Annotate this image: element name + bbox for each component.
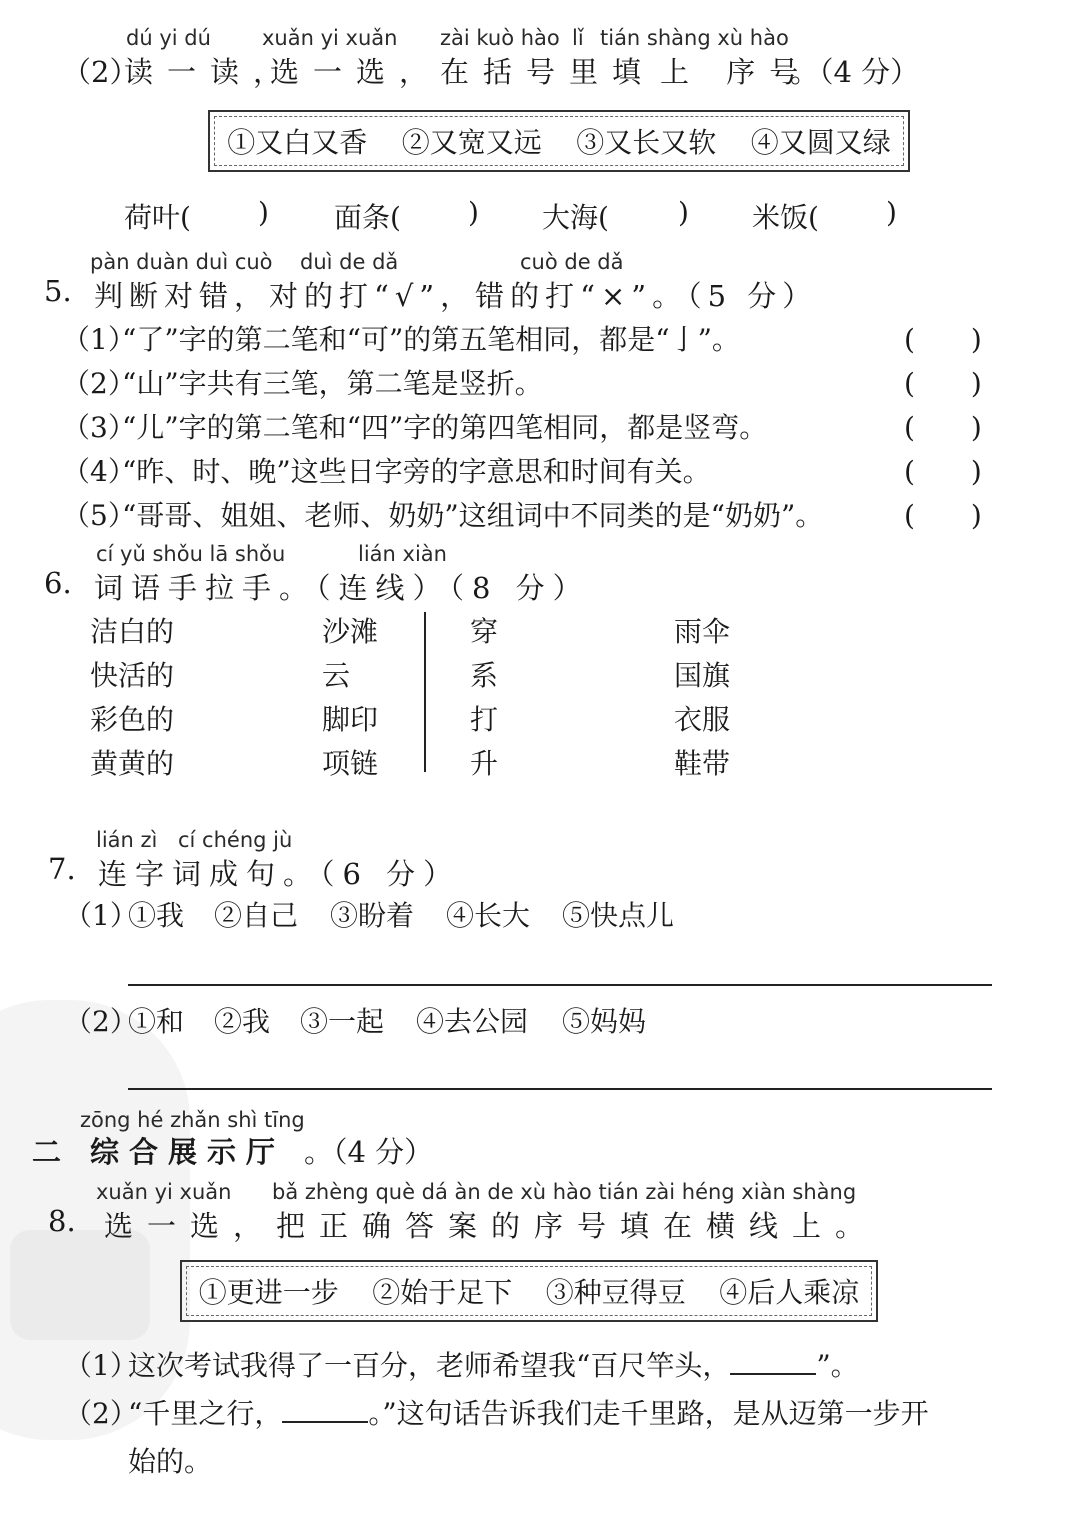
fill-paren-close: )	[886, 196, 897, 229]
answer-paren: ( )	[904, 455, 982, 488]
pinyin: lián zì	[96, 828, 158, 852]
pinyin: bǎ zhèng què dá àn de xù hào tián zài héng xiàn shàng	[272, 1180, 857, 1204]
pinyin: pàn duàn duì cuò	[90, 250, 273, 274]
question-title: 上 序号	[660, 55, 813, 89]
question-title: 词语手拉手。（连线）（8 分）	[94, 571, 590, 605]
pinyin: zōng hé zhǎn shì tīng	[80, 1108, 305, 1132]
word-card: ②我	[214, 1005, 271, 1038]
match-word: 雨伞	[674, 615, 731, 648]
pinyin: xuǎn yi xuǎn	[96, 1180, 232, 1204]
pinyin: dú yi dú	[126, 26, 211, 50]
match-word: 升	[470, 747, 499, 780]
question-number: （2）	[62, 55, 139, 89]
question-title: 在括号里填	[440, 55, 656, 89]
question-number: 8.	[48, 1204, 76, 1238]
statement-number: （2）	[62, 367, 136, 400]
match-word: 黄黄的	[90, 747, 175, 780]
match-word: 项链	[322, 747, 379, 780]
match-word: 衣服	[674, 703, 731, 736]
pinyin: cí chéng jù	[178, 828, 293, 852]
answer-paren: ( )	[904, 323, 982, 356]
item-number: （2）	[64, 1397, 138, 1430]
sentence-text: 这次考试我得了一百分，老师希望我“百尺竿头，	[128, 1349, 731, 1382]
sentence-text: “千里之行，	[128, 1397, 283, 1430]
statement-number: （4）	[62, 455, 136, 488]
option: ①更进一步	[198, 1276, 339, 1309]
option: ④又圆又绿	[750, 126, 891, 159]
match-word: 鞋带	[674, 747, 731, 780]
question-title: 选一选，	[270, 55, 443, 89]
fill-item: 荷叶(	[124, 201, 191, 234]
answer-paren: ( )	[904, 499, 982, 532]
statement-text: “昨、时、晚”这些日字旁的字意思和时间有关。	[122, 455, 711, 488]
fill-paren-close: )	[678, 196, 689, 229]
statement-text: “了”字的第二笔和“可”的第五笔相同，都是“亅”。	[122, 323, 740, 356]
option: ④后人乘凉	[719, 1276, 860, 1309]
option: ①又白又香	[227, 126, 368, 159]
word-card: ①和	[128, 1005, 185, 1038]
fill-item: 大海(	[542, 201, 609, 234]
fill-item: 米饭(	[752, 201, 819, 234]
option: ③又长又软	[576, 126, 717, 159]
word-card: ①我	[128, 899, 185, 932]
pinyin: duì de dǎ	[300, 250, 399, 274]
question-number: 6.	[44, 566, 72, 600]
option: ③种豆得豆	[545, 1276, 686, 1309]
match-word: 沙滩	[322, 615, 379, 648]
match-word: 国旗	[674, 659, 731, 692]
match-word: 云	[322, 659, 351, 692]
sentence-text: ”。	[816, 1349, 859, 1382]
statement-number: （5）	[62, 499, 136, 532]
options-box	[180, 1260, 878, 1322]
item-number: （2）	[64, 1005, 138, 1038]
question-score: 。（4 分）	[790, 55, 920, 89]
question-title: 读一读，	[124, 55, 297, 89]
statement-text: “山”字共有三笔，第二笔是竖折。	[122, 367, 543, 400]
answer-line[interactable]	[128, 984, 992, 986]
pinyin: xuǎn yi xuǎn	[262, 26, 398, 50]
question-title: 选一选，把正确答案的序号填在横线上。	[104, 1209, 879, 1243]
pinyin: lián xiàn	[358, 542, 447, 566]
question-number: 5.	[44, 274, 72, 308]
fill-sentence	[128, 1392, 929, 1432]
word-card: ③盼着	[330, 899, 415, 932]
item-number: （1）	[64, 899, 138, 932]
section-title: 综合展示厅	[90, 1135, 286, 1169]
fill-paren-close: )	[468, 196, 479, 229]
section-score: 。（4 分）	[304, 1135, 434, 1169]
word-card: ⑤妈妈	[562, 1005, 647, 1038]
sentence-text: 。”这句话告诉我们走千里路，是从迈第一步开	[368, 1397, 929, 1430]
fill-item: 面条(	[334, 201, 401, 234]
fill-blank[interactable]	[282, 1395, 368, 1423]
match-word: 打	[470, 703, 499, 736]
question-title: 判断对错，对的打“√”，错的打“×”。（5 分）	[94, 279, 818, 313]
statement-number: （1）	[62, 323, 136, 356]
statement-text: “儿”字的第二笔和“四”字的第四笔相同，都是竖弯。	[122, 411, 768, 444]
fill-blank[interactable]	[730, 1347, 816, 1375]
pinyin: cuò de dǎ	[520, 250, 624, 274]
word-card: ④长大	[446, 899, 531, 932]
match-word: 彩色的	[90, 703, 175, 736]
pinyin: cí yǔ shǒu lā shǒu	[96, 542, 286, 566]
match-word: 系	[470, 659, 499, 692]
match-word: 快活的	[90, 659, 175, 692]
fill-paren-close: )	[258, 196, 269, 229]
word-card: ④去公园	[416, 1005, 529, 1038]
item-number: （1）	[64, 1349, 138, 1382]
statement-text: “哥哥、姐姐、老师、奶奶”这组词中不同类的是“奶奶”。	[122, 499, 824, 532]
match-word: 穿	[470, 615, 499, 648]
word-card: ⑤快点儿	[562, 899, 675, 932]
option: ②始于足下	[372, 1276, 513, 1309]
pinyin: zài kuò hào	[440, 26, 560, 50]
watermark-seal	[10, 1230, 150, 1340]
question-number: 7.	[48, 852, 76, 886]
answer-line[interactable]	[128, 1088, 992, 1090]
pinyin: tián shàng xù hào	[600, 26, 789, 50]
pinyin: lǐ	[572, 26, 584, 50]
statement-number: （3）	[62, 411, 136, 444]
answer-paren: ( )	[904, 411, 982, 444]
match-word: 洁白的	[90, 615, 175, 648]
options-box	[208, 110, 910, 172]
sentence-text: 始的。	[128, 1445, 213, 1478]
section-number: 二	[32, 1135, 62, 1169]
option: ②又宽又远	[401, 126, 542, 159]
answer-paren: ( )	[904, 367, 982, 400]
word-card: ②自己	[214, 899, 299, 932]
match-word: 脚印	[322, 703, 379, 736]
divider-line	[424, 612, 426, 772]
word-card: ③一起	[300, 1005, 385, 1038]
question-title: 连字词成句。（6 分）	[98, 857, 461, 891]
fill-sentence	[128, 1344, 859, 1384]
